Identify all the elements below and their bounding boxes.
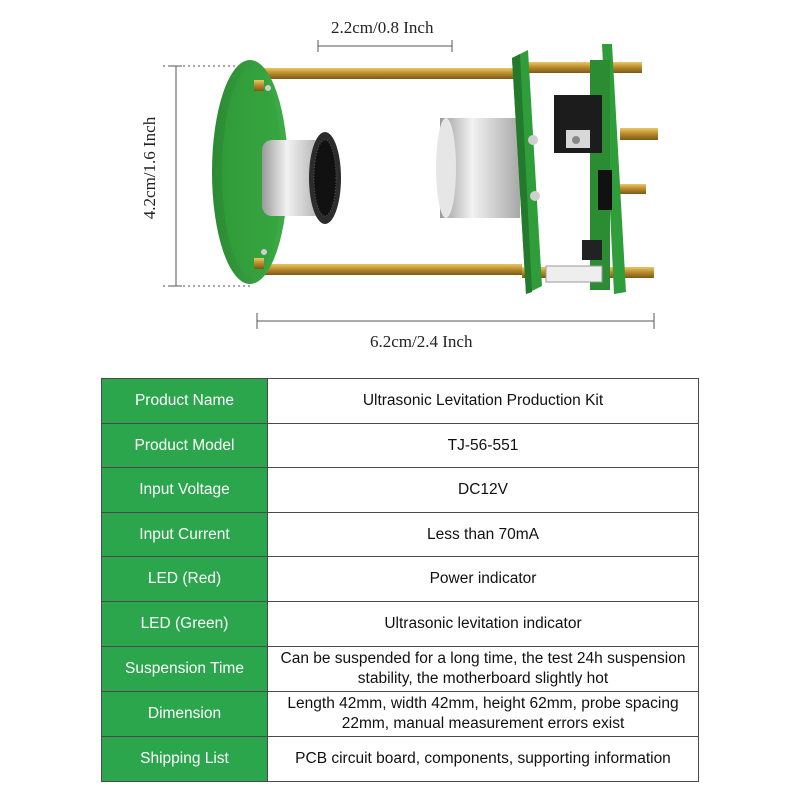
length-dimension-label: 6.2cm/2.4 Inch	[370, 332, 473, 351]
spec-label: Product Model	[102, 424, 268, 468]
left-transducer	[262, 132, 341, 224]
spec-label: Dimension	[102, 692, 268, 737]
spec-value: Ultrasonic Levitation Production Kit	[268, 379, 699, 424]
table-row	[102, 647, 699, 692]
table-row	[102, 602, 699, 647]
table-row	[102, 424, 699, 468]
spec-value: Ultrasonic levitation indicator	[268, 602, 699, 647]
right-transducer	[436, 118, 520, 218]
spec-label: Suspension Time	[102, 647, 268, 692]
table-row	[102, 737, 699, 782]
table-row	[102, 513, 699, 557]
spec-label: Shipping List	[102, 737, 268, 782]
spec-value: Can be suspended for a long time, the test 24h suspension stability, the motherboard slightly hot	[268, 647, 699, 692]
ic-chip	[598, 170, 612, 210]
right-pcb-board	[546, 44, 626, 294]
levitator-illustration	[0, 0, 800, 370]
table-row	[102, 692, 699, 737]
table-row	[102, 557, 699, 602]
spec-value: TJ-56-551	[268, 424, 699, 468]
spec-label: Input Current	[102, 513, 268, 557]
spec-value: Length 42mm, width 42mm, height 62mm, probe spacing 22mm, manual measurement errors exist	[268, 692, 699, 737]
spec-table	[101, 378, 699, 782]
table-row	[102, 379, 699, 424]
spec-label: Input Voltage	[102, 468, 268, 513]
spec-label: LED (Green)	[102, 602, 268, 647]
spec-value: Power indicator	[268, 557, 699, 602]
product-photo	[0, 0, 800, 370]
spec-label: LED (Red)	[102, 557, 268, 602]
spec-value: PCB circuit board, components, supporting information	[268, 737, 699, 782]
spec-value: DC12V	[268, 468, 699, 513]
width-dimension-label: 2.2cm/0.8 Inch	[331, 18, 434, 37]
height-dimension-label: 4.2cm/1.6 Inch	[140, 116, 159, 220]
spec-label: Product Name	[102, 379, 268, 424]
table-row	[102, 468, 699, 513]
spec-value: Less than 70mA	[268, 513, 699, 557]
